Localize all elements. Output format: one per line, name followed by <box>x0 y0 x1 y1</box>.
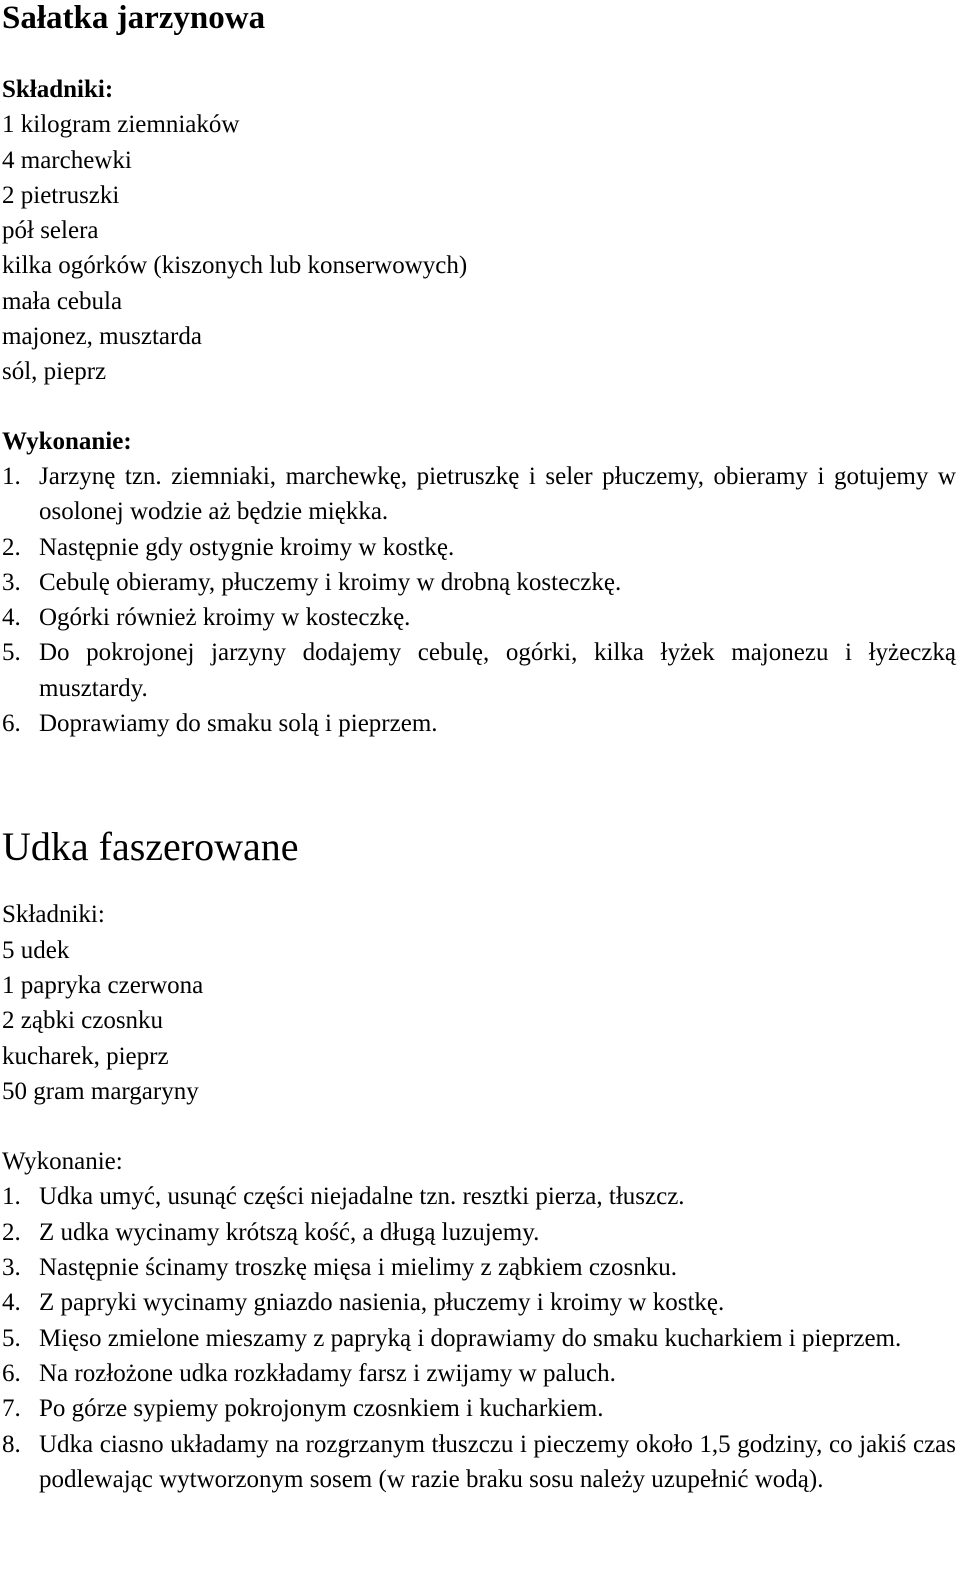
ingredients-heading: Składniki: <box>2 76 114 103</box>
ingredient-item: 2 ząbki czosnku <box>2 1007 164 1035</box>
step-number: 3. <box>2 1254 21 1282</box>
steps-list <box>2 1179 956 1497</box>
recipe-salatka-jarzynowa <box>2 0 956 741</box>
step-number: 1. <box>2 1183 21 1211</box>
step-number: 2. <box>2 1218 21 1246</box>
step-text: Ogórki również kroimy w kosteczkę. <box>39 604 411 632</box>
ingredient-item: kucharek, pieprz <box>2 1042 169 1070</box>
ingredients-list <box>2 107 956 389</box>
ingredient-item: 2 pietruszki <box>2 181 120 209</box>
ingredient-item: pół selera <box>2 217 99 245</box>
step-number: 4. <box>2 604 21 632</box>
ingredient-item: 1 papryka czerwona <box>2 971 204 999</box>
step-text: Cebulę obieramy, płuczemy i kroimy w drobną kosteczkę. <box>39 568 622 596</box>
ingredients-list <box>2 933 956 1109</box>
ingredient-item: kilka ogórków (kiszonych lub konserwowych) <box>2 252 468 280</box>
recipe-udka-faszerowane <box>2 825 956 1497</box>
ingredient-item: 5 udek <box>2 936 70 964</box>
step-item <box>2 1215 956 1250</box>
step-text: Jarzynę tzn. ziemniaki, marchewkę, pietruszkę i seler płuczemy, obieramy i gotujemy w osolonej wodzie aż będzie miękka. <box>39 462 956 526</box>
steps-list <box>2 459 956 741</box>
ingredient-item: sól, pieprz <box>2 358 107 386</box>
step-number: 6. <box>2 710 21 738</box>
step-text: Udka umyć, usunąć części niejadalne tzn. resztki pierza, tłuszcz. <box>39 1183 685 1211</box>
step-item <box>2 530 956 565</box>
ingredient-item: 1 kilogram ziemniaków <box>2 111 240 139</box>
step-number: 6. <box>2 1359 21 1387</box>
step-item <box>2 1321 956 1356</box>
steps-heading: Wykonanie: <box>2 1148 123 1176</box>
step-number: 8. <box>2 1430 21 1458</box>
step-item <box>2 565 956 600</box>
step-text: Na rozłożone udka rozkładamy farsz i zwijamy w paluch. <box>39 1359 616 1387</box>
step-number: 7. <box>2 1395 21 1423</box>
step-item <box>2 600 956 635</box>
ingredient-item: mała cebula <box>2 287 123 315</box>
step-item <box>2 1356 956 1391</box>
step-text: Z papryki wycinamy gniazdo nasienia, płuczemy i kroimy w kostkę. <box>39 1289 725 1317</box>
recipe-document <box>2 0 956 1497</box>
step-item <box>2 1285 956 1320</box>
step-item <box>2 459 956 530</box>
step-item <box>2 1250 956 1285</box>
step-number: 2. <box>2 533 21 561</box>
ingredient-item: majonez, musztarda <box>2 323 202 351</box>
step-number: 5. <box>2 639 21 667</box>
step-number: 5. <box>2 1324 21 1352</box>
step-text: Z udka wycinamy krótszą kość, a długą luzujemy. <box>39 1218 540 1246</box>
steps-heading: Wykonanie: <box>2 427 132 455</box>
step-text: Po górze sypiemy pokrojonym czosnkiem i kucharkiem. <box>39 1395 604 1423</box>
step-text: Udka ciasno układamy na rozgrzanym tłuszczu i pieczemy około 1,5 godziny, co jakiś czas podlewając wytworzonym sosem (w razie braku sosu należy uzupełnić wodą). <box>39 1430 956 1493</box>
step-number: 1. <box>2 462 21 490</box>
recipe-title: Sałatka jarzynowa <box>2 0 266 36</box>
recipe-title: Udka faszerowane <box>2 824 299 870</box>
step-item <box>2 706 956 741</box>
ingredient-item: 4 marchewki <box>2 146 132 174</box>
ingredient-item: 50 gram margaryny <box>2 1077 199 1105</box>
step-text: Doprawiamy do smaku solą i pieprzem. <box>39 710 438 738</box>
step-item <box>2 1427 956 1498</box>
step-item <box>2 635 956 706</box>
ingredients-heading: Składniki: <box>2 901 105 929</box>
step-text: Następnie ścinamy troszkę mięsa i mielimy z ząbkiem czosnku. <box>39 1254 678 1282</box>
step-item <box>2 1179 956 1214</box>
step-number: 4. <box>2 1289 21 1317</box>
step-number: 3. <box>2 568 21 596</box>
step-text: Następnie gdy ostygnie kroimy w kostkę. <box>39 533 455 561</box>
step-item <box>2 1391 956 1426</box>
step-text: Do pokrojonej jarzyny dodajemy cebulę, ogórki, kilka łyżek majonezu i łyżeczką musztardy. <box>39 639 956 702</box>
step-text: Mięso zmielone mieszamy z papryką i doprawiamy do smaku kucharkiem i pieprzem. <box>39 1324 902 1352</box>
